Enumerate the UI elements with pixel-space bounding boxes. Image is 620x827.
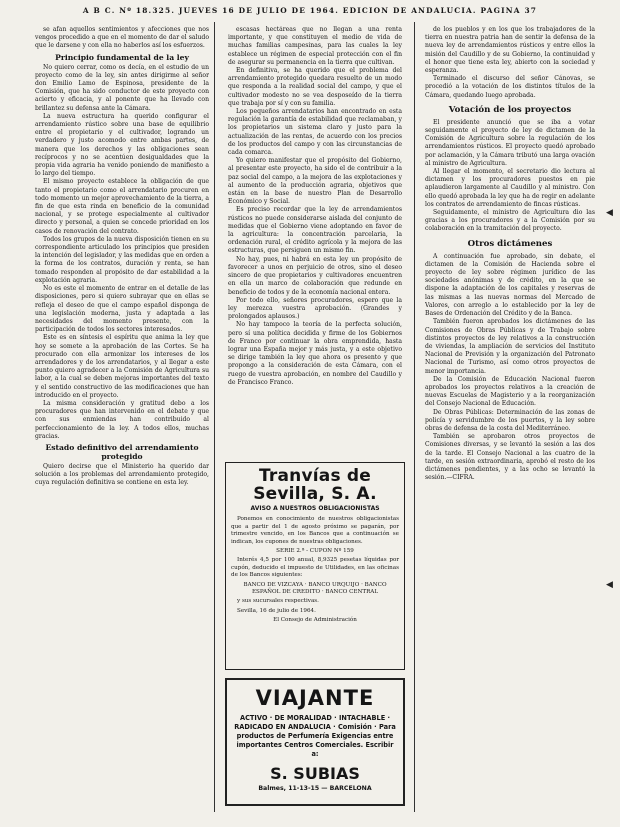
paragraph: Este es en síntesis el espíritu que anima la ley que hoy se somete a la aprobación de las Cortes. Se ha procurado con ella armonizar los intereses de los arrendadores y de los arrendatarios, y al llegar a este punto quiero agradecer a la Comisión de Agricultura su labor, a la cual se deben mejoras importantes del texto y el sentido constructivo de las modificaciones que han introducido en el proyecto. xyxy=(35,334,209,399)
ad-subtitle: AVISO A NUESTROS OBLIGACIONISTAS xyxy=(250,505,380,512)
paragraph: Quiero decirse que el Ministerio ha querido dar solución a los problemas del arrendamiento protegido, cuya regulación definitiva se contiene en esta ley. xyxy=(35,462,209,487)
paragraph: Todos los grupos de la nueva disposición tienen en su correspondiente articulado los principios que presiden la intención del legislador, y las medidas que en orden a la forma de los contratos, duración y renta, se han tomado responden al propósito de dar estabilidad a la explotación agraria. xyxy=(35,235,209,284)
paragraph: de los pueblos y en los que los trabajadores de la tierra en nuestra patria han de sentir la defensa de la nueva ley de arrendamientos rústicos y entre ellos la misión del Caudillo y de su Gobierno, la continuidad y el honor que tiene esta ley, abierto con la sociedad y esperanza. xyxy=(425,26,595,75)
ad-banks: BANCO DE VIZCAYA · BANCO URQUIJO · BANCO ESPAÑOL DE CREDITO · BANCO CENTRAL xyxy=(243,581,387,596)
paragraph: Por todo ello, señores procuradores, espero que la ley merezca vuestra aprobación. (Grandes y prolongados aplausos.) xyxy=(228,296,402,321)
paragraph: escasas hectáreas que no llegan a una renta importante, y que constituyen el medio de vida de muchas familias campesinas, para las cuales la ley establece un régimen de especial protección con el fin de asegurar su permanencia en la tierra que cultivan. xyxy=(228,26,402,66)
paragraph: se afan aquellos sentimientos y afecciones que nos vengos procedido a que en el momento de dar el saludo que le darsene y con ella no haberlos así los esfuerzos. xyxy=(35,26,209,50)
viajante-ad xyxy=(225,678,405,806)
article-column-1 xyxy=(35,26,209,816)
subheading: Otros dictámenes xyxy=(467,238,553,249)
ad-title: VIAJANTE xyxy=(255,686,375,710)
ad-title: Tranvías de Sevilla, S. A. xyxy=(253,466,377,504)
paragraph: También se aprobaron otros proyectos de Comisiones diversas, y se levantó la sesión a las dos de la tarde. El Consejo Nacional a las cuatro de la tarde, en sesión extraordinaria, aprobó el resto de los dictámenes pendientes, y a las ocho se levantó la sesión.—CIFRA. xyxy=(425,433,595,482)
paragraph: Los pequeños arrendatarios han encontrado en esta regulación la garantía de estabilidad que reclamaban, y los propietarios un sistema claro y justo para la actualización de las rentas, de acuerdo con los precios de los productos del campo y con las circunstancias de cada comarca. xyxy=(228,108,402,157)
paragraph: De Obras Públicas: Determinación de las zonas de policía y servidumbre de los puertos, y la ley sobre obras de defensa de la costa del Mediterráneo. xyxy=(425,408,595,432)
article-column-2 xyxy=(228,26,402,456)
paragraph: La nueva estructura ha querido configurar el arrendamiento rústico sobre una base de equilibrio entre el propietario y el cultivador, logrando un verdadero y justo acomodo entre ambas partes, de manera que los derechos y las obligaciones sean recíprocos y no se acentúen desigualdades que la propia vida agraria ha venido poniendo de manifiesto a lo largo del tiempo. xyxy=(35,112,209,178)
paragraph: No quiero cerrar, como os decía, en el estudio de un proyecto como de la ley, sin antes dirigirme al señor don Emilio Lamo de Espinosa, presidente de la Comisión, que ha sido conductor de este proyecto con acierto y eficacia, y al ponente que ha llevado con brillantez su defensa ante la Cámara. xyxy=(35,63,209,112)
margin-arrow-icon: ◀ xyxy=(606,580,613,590)
paragraph: No es este el momento de entrar en el detalle de las disposiciones, pero si quiero subrayar que en ellas se refleja el deseo de que el campo español disponga de una legislación moderna, justa y adaptada a las necesidades del momento presente, con la participación de todos los sectores interesados. xyxy=(35,285,209,334)
paragraph: Es preciso recordar que la ley de arrendamientos rústicos no puede considerarse aislada del conjunto de medidas que el Gobierno viene adoptando en favor de la agricultura: la concentración parcelaria, la ordenación rural, el crédito agrícola y la mejora de las estructuras, que persiguen un mismo fin. xyxy=(228,206,402,255)
paragraph: Yo quiero manifestar que el propósito del Gobierno, al presentar este proyecto, ha sido el de contribuir a la paz social del campo, a la mejora de las explotaciones y al aumento de la producción agraria, objetivos que están en la base de nuestro Plan de Desarrollo Económico y Social. xyxy=(228,157,402,206)
paragraph: La misma consideración y gratitud debo a los procuradores que han intervenido en el debate y que con sus enmiendas han contribuido al perfeccionamiento de la ley. A todos ellos, muchas gracias. xyxy=(35,399,209,440)
column-rule xyxy=(414,22,415,812)
subheading: Principio fundamental de la ley xyxy=(55,52,189,62)
article-column-3 xyxy=(425,26,595,816)
paragraph: El mismo proyecto establece la obligación de que tanto el propietario como el arrendatario procuren en todo momento un mejor aprovechamiento de la tierra, a fin de que esta rinda en beneficio de la comunidad nacional, y se protege especialmente al cultivador directo y personal, a quien se concede prioridad en los casos de renovación del contrato. xyxy=(35,178,209,235)
paragraph: No hay tampoco la teoría de la perfecta solución, pero sí una política decidida y firme de los Gobiernos de Franco por continuar la obra emprendida, hasta lograr una España mejor y más justa, y a este objetivo se dirige también la ley que ahora os presento y que propongo a la consideración de esta Cámara, con el ruego de vuestra aprobación, en nombre del Caudillo y de Francisco Franco. xyxy=(228,321,402,386)
ad-address: Balmes, 11-13-15 — BARCELONA xyxy=(258,785,372,792)
tranvias-sevilla-ad xyxy=(225,462,405,670)
paragraph: Al llegar el momento, el secretario dio lectura al dictamen y los procuradores puestos en pie aplaudieron largamente al Caudillo y al ministro. Con ello quedó aprobada la ley que ha de regir en adelante los contratos de arrendamiento de fincas rústicas. xyxy=(425,168,595,208)
paragraph: Seguidamente, el ministro de Agricultura dio las gracias a los procuradores y a la Comisión por su colaboración en la tramitación del proyecto. xyxy=(425,209,595,233)
paragraph: En definitiva, se ha querido que el problema del arrendamiento protegido quedara resuelto de un modo que responda a la realidad social del campo, y que el cultivador modesto no se vea desposeído de la tierra que trabaja por sí y con su familia. xyxy=(228,67,402,107)
paragraph: El presidente anunció que se iba a votar seguidamente el proyecto de ley de dictamen de la Comisión de Agricultura sobre la regulación de los arrendamientos rústicos. El proyecto quedó aprobado por aclamación, y la Cámara tributó una larga ovación al ministro de Agricultura. xyxy=(425,118,595,167)
ad-coupon-line: SERIE 2.ª - CUPON Nº 159 xyxy=(276,548,354,555)
page-header: A B C. Nº 18.325. JUEVES 16 DE JULIO DE 1964. EDICION DE ANDALUCIA. PAGINA 37 xyxy=(82,6,538,15)
ad-body: ACTIVO · DE MORALIDAD · INTACHABLE · RADICADO EN ANDALUCIA · Comisión · Para productos de Perfumería Exigencias entre importantes Centros Comerciales. Escribir a: xyxy=(234,714,396,758)
ad-paragraph: Ponemos en conocimiento de nuestros obligacionistas que a partir del 1 de agosto próximo se pagarán, por trimestre vencido, en los Bancos que a continuación se indican, los cupones de nuestras obligaciones. xyxy=(231,516,399,545)
ad-company: S. SUBIAS xyxy=(270,764,360,783)
column-rule xyxy=(214,22,215,812)
ad-paragraph: y sus sucursales respectivas. xyxy=(237,598,319,605)
ad-paragraph: Interés 4,5 por 100 anual, 8,9325 pesetas líquidas por cupón, deducido el impuesto de Utilidades, en las oficinas de los Bancos siguientes: xyxy=(231,557,399,579)
paragraph: De la Comisión de Educación Nacional fueron aprobados los proyectos relativos a la creación de nuevas Escuelas de Magisterio y a la reorganización del Consejo Nacional de Educación. xyxy=(425,375,595,408)
paragraph: A continuación fue aprobado, sin debate, el dictamen de la Comisión de Hacienda sobre el proyecto de ley sobre régimen jurídico de las sociedades anónimas y de crédito, en la que se dispone la adaptación de los capitales y reservas de las mismas a las nuevas normas del Mercado de Valores, con arreglo a lo establecido por la ley de Bases de Ordenación del Crédito y de la Banca. xyxy=(425,252,595,318)
paragraph: También fueron aprobados los dictámenes de las Comisiones de Obras Públicas y de Trabajo sobre distintos proyectos de ley relativos a la construcción de viviendas, la ampliación de servicios del Instituto Nacional de Previsión y la organización del Patronato Nacional de Turismo, así como otros proyectos de menor importancia. xyxy=(425,318,595,375)
ad-date: Sevilla, 16 de julio de 1964. xyxy=(237,607,316,614)
paragraph: No hay, pues, ni habrá en esta ley un propósito de favorecer a unos en perjuicio de otros, sino el deseo sincero de que propietarios y cultivadores encuentren en ella un marco de colaboración que redunde en beneficio de todos y de la economía nacional entera. xyxy=(228,255,402,296)
margin-arrow-icon: ◀ xyxy=(606,208,613,218)
ad-signature: El Consejo de Administración xyxy=(273,617,357,624)
paragraph: Terminado el discurso del señor Cánovas, se procedió a la votación de los distintos títulos de la Cámara, quedando luego aprobada. xyxy=(425,75,595,99)
subheading: Estado definitivo del arrendamiento protegido xyxy=(45,442,199,461)
subheading: Votación de los proyectos xyxy=(448,104,572,115)
